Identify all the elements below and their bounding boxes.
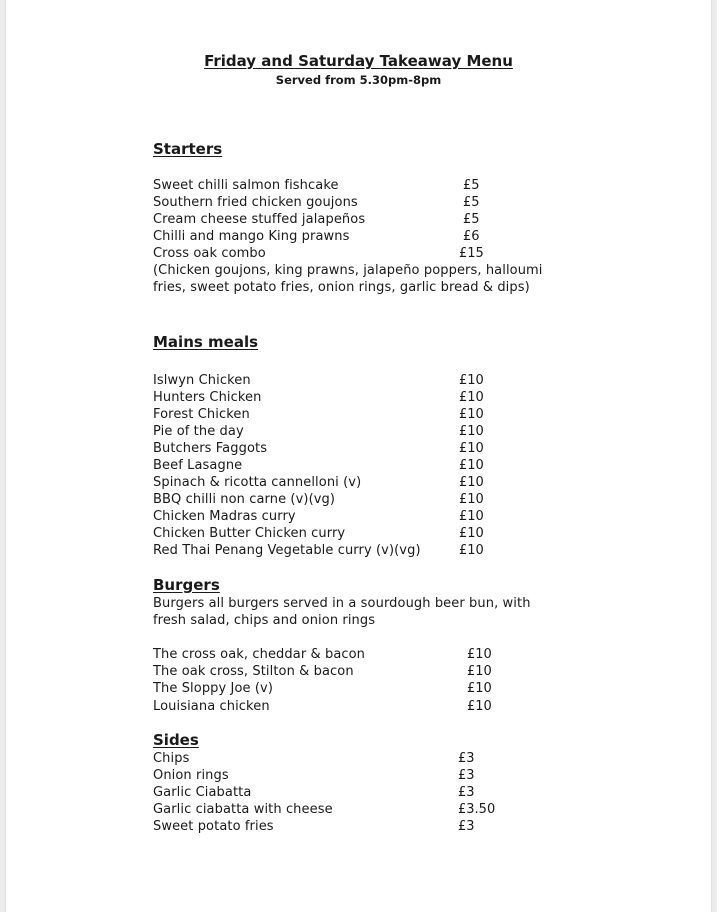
main-item-name: Forest Chicken xyxy=(153,407,250,422)
combo-description: (Chicken goujons, king prawns, jalapeño poppers, halloumi xyxy=(153,263,543,278)
side-item-name: Garlic ciabatta with cheese xyxy=(153,802,333,817)
starter-item-name: Chilli and mango King prawns xyxy=(153,229,350,244)
burger-item-price: £10 xyxy=(467,664,492,679)
main-item-name: Islwyn Chicken xyxy=(153,373,251,388)
main-item-price: £10 xyxy=(459,509,484,524)
burgers-description: Burgers all burgers served in a sourdough beer bun, with xyxy=(153,596,531,611)
main-item-name: Beef Lasagne xyxy=(153,458,243,473)
burger-item-name: Louisiana chicken xyxy=(153,699,270,714)
side-item-name: Garlic Ciabatta xyxy=(153,785,252,800)
combo-description: fries, sweet potato fries, onion rings, garlic bread & dips) xyxy=(153,280,530,295)
main-item-name: Pie of the day xyxy=(153,424,244,439)
starter-item-name: Southern fried chicken goujons xyxy=(153,195,358,210)
main-item-name: Chicken Madras curry xyxy=(153,509,296,524)
starter-item-price: £5 xyxy=(463,212,480,227)
burger-item-price: £10 xyxy=(467,647,492,662)
menu-page xyxy=(6,0,711,912)
burger-item-name: The cross oak, cheddar & bacon xyxy=(153,647,366,662)
main-item-price: £10 xyxy=(459,526,484,541)
main-item-price: £10 xyxy=(459,390,484,405)
side-item-price: £3 xyxy=(458,768,475,783)
burger-item-price: £10 xyxy=(467,681,492,696)
main-item-price: £10 xyxy=(459,424,484,439)
starters-heading: Starters xyxy=(153,140,223,158)
main-item-price: £10 xyxy=(459,407,484,422)
starter-item-price: £5 xyxy=(463,178,480,193)
side-item-price: £3.50 xyxy=(458,802,496,817)
menu-title: Friday and Saturday Takeaway Menu xyxy=(204,52,513,70)
main-item-name: Spinach & ricotta cannelloni (v) xyxy=(153,475,362,490)
served-times: Served from 5.30pm-8pm xyxy=(275,73,442,87)
starter-item-price: £5 xyxy=(463,195,480,210)
main-item-price: £10 xyxy=(459,543,484,558)
main-item-name: Butchers Faggots xyxy=(153,441,268,456)
main-item-name: Chicken Butter Chicken curry xyxy=(153,526,346,541)
burgers-heading: Burgers xyxy=(153,576,220,594)
main-item-name: BBQ chilli non carne (v)(vg) xyxy=(153,492,336,507)
main-item-price: £10 xyxy=(459,475,484,490)
side-item-name: Chips xyxy=(153,751,190,766)
side-item-name: Onion rings xyxy=(153,768,229,783)
starter-item-name: Sweet chilli salmon fishcake xyxy=(153,178,339,193)
burger-item-name: The oak cross, Stilton & bacon xyxy=(153,664,354,679)
burger-item-price: £10 xyxy=(467,699,492,714)
mains-heading: Mains meals xyxy=(153,333,259,351)
side-item-price: £3 xyxy=(458,819,475,834)
starter-item-price: £6 xyxy=(463,229,480,244)
main-item-price: £10 xyxy=(459,373,484,388)
sides-heading: Sides xyxy=(153,731,199,749)
main-item-name: Red Thai Penang Vegetable curry (v)(vg) xyxy=(153,543,421,558)
side-item-price: £3 xyxy=(458,785,475,800)
burger-item-name: The Sloppy Joe (v) xyxy=(153,681,274,696)
main-item-price: £10 xyxy=(459,492,484,507)
main-item-name: Hunters Chicken xyxy=(153,390,262,405)
main-item-price: £10 xyxy=(459,441,484,456)
main-item-price: £10 xyxy=(459,458,484,473)
starter-item-name: Cream cheese stuffed jalapeños xyxy=(153,212,366,227)
side-item-price: £3 xyxy=(458,751,475,766)
starter-item-price: £15 xyxy=(459,246,484,261)
burgers-description: fresh salad, chips and onion rings xyxy=(153,613,376,628)
starter-item-name: Cross oak combo xyxy=(153,246,266,261)
side-item-name: Sweet potato fries xyxy=(153,819,274,834)
